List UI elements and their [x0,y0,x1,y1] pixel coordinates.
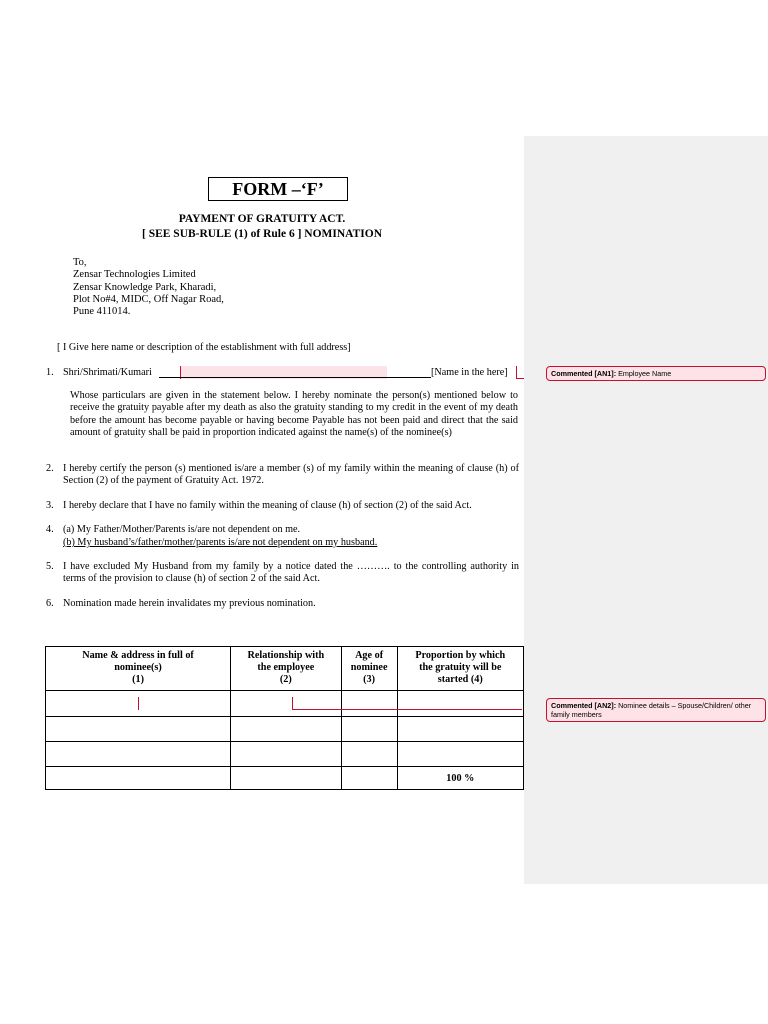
comment-text: Employee Name [618,369,672,378]
comment-text: Nominee details – Spouse/Children/ other family members [551,701,752,719]
exclusion-paragraph: I have excluded My Husband from my family by a notice dated the ………. to the controlling authority in terms of the provision to clause (h) of section 2 of the said Act. [63,561,519,585]
proportion-cell[interactable] [397,691,523,717]
header-line: Relationship with [247,650,325,661]
name-suffix: [Name in the here] [431,367,508,378]
table-row [46,742,524,767]
item-number: 1. [46,367,54,378]
header-line: Name & address in full of [82,650,194,661]
header-line: Proportion by which [415,650,506,661]
relationship-cell[interactable] [231,717,342,742]
comment-connector [292,709,522,710]
address-line: Zensar Knowledge Park, Kharadi, [73,281,217,293]
certify-paragraph: I hereby certify the person (s) mentioned is/are a member (s) of my family within the meaning of clause (h) of Section (2) of the payment of Gratuity Act. 1972. [63,463,519,487]
dependency-a: (a) My Father/Mother/Parents is/are not dependent on me. [63,524,301,535]
proportion-cell[interactable] [397,742,523,767]
comment-anchor-start [138,697,139,710]
relationship-cell[interactable] [231,742,342,767]
act-heading: PAYMENT OF GRATUITY ACT. [178,213,346,225]
address-line: Pune 411014. [73,306,131,318]
comment-label: Commented [AN2]: [551,701,617,710]
item-number: 2. [46,463,54,474]
column-header-relationship [231,647,342,691]
header-line: the employee [257,662,315,673]
column-header-proportion [397,647,523,691]
table-header-row [46,647,524,691]
item-number: 4. [46,524,54,535]
comment-margin-pane [524,136,768,884]
item-number: 3. [46,500,54,511]
nominee-table [45,646,524,790]
dependency-b: (b) My husband’s/father/mother/parents is/are not dependent on my husband. [63,537,378,548]
column-header-name [46,647,231,691]
item-number: 5. [46,561,54,572]
address-line: Zensar Technologies Limited [73,269,196,281]
proportion-cell[interactable] [397,717,523,742]
header-line: nominee [350,662,388,673]
rule-heading: [ SEE SUB-RULE (1) of Rule 6 ] NOMINATION [141,228,383,240]
age-cell[interactable] [341,691,397,717]
relationship-cell[interactable] [231,767,342,790]
relationship-cell[interactable] [231,691,342,717]
declare-paragraph: I hereby declare that I have no family within the meaning of clause (h) of section (2) of the said Act. [63,500,472,511]
table-row [46,691,524,717]
header-line: the gratuity will be [419,662,502,673]
table-total-row [46,767,524,790]
table-row [46,717,524,742]
header-line: nominee(s) [114,662,162,673]
comment-label: Commented [AN1]: [551,369,617,378]
name-prefix: Shri/Shrimati/Kumari [63,367,152,378]
address-line: Plot No#4, MIDC, Off Nagar Road, [73,293,224,305]
comment-an1[interactable] [546,366,766,381]
header-line: Age of [355,650,384,661]
invalidation-paragraph: Nomination made herein invalidates my previous nomination. [63,598,316,609]
nomination-paragraph: Whose particulars are given in the statement below. I hereby nominate the person(s) mentioned below to receive the gratuity payable after my death as also the gratuity standing to my credit in the event of my death before the amount has become payable or having become Payable has not been paid and direct that the said amount of gratuity shall be paid in proportion indicated against the name(s) of the nominee(s) [70,390,518,439]
header-line: (1) [132,674,144,685]
recipient-address [73,257,224,318]
proportion-total: 100 % [397,767,523,790]
item-number: 6. [46,598,54,609]
header-line: (3) [363,674,376,685]
age-cell[interactable] [341,742,397,767]
nominee-name-cell[interactable] [46,717,231,742]
name-underline [159,377,431,378]
establishment-note: [ I Give here name or description of the establishment with full address] [57,342,351,353]
address-line: To, [73,257,87,268]
nominee-name-cell[interactable] [46,742,231,767]
column-header-age [341,647,397,691]
comment-an2[interactable] [546,698,766,722]
nominee-name-cell[interactable] [46,767,231,790]
nominee-name-cell[interactable] [46,691,231,717]
form-title: FORM –‘F’ [208,177,348,201]
header-line: (2) [279,674,292,685]
header-line: started (4) [437,674,483,685]
age-cell[interactable] [341,717,397,742]
age-cell[interactable] [341,767,397,790]
